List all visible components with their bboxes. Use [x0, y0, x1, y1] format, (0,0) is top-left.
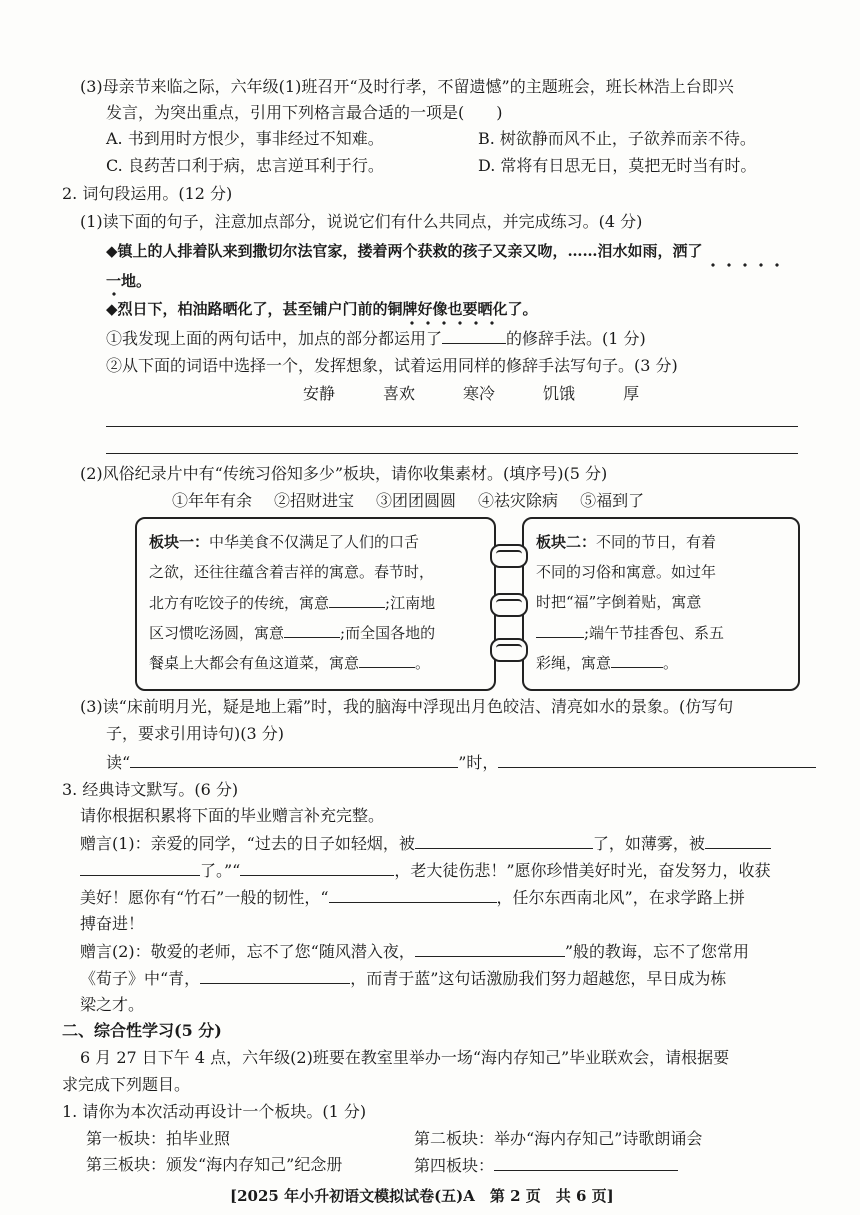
example-sentence-1-end: 一地。	[106, 272, 152, 290]
example-sentence-2: ◆烈日下，柏油路晒化了，甚至铺户门前的铜牌好像也要晒化了。	[106, 300, 538, 318]
panel-2-line5: 彩绳，寓意 。	[536, 651, 678, 674]
s2-part3-line2: 子，要求引用诗句)(3 分)	[106, 724, 284, 743]
emphasis-dots-1b	[106, 292, 122, 296]
s3-intro: 请你根据积累将下面的毕业赠言补充完整。	[80, 806, 385, 825]
binder-ring-icon	[490, 544, 528, 568]
q3-option-a: A. 书到用时方恨少，事非经过不知难。	[106, 129, 384, 148]
word-choice: 喜欢	[383, 384, 416, 403]
answer-blank[interactable]	[130, 751, 458, 768]
panel-1-line3: 北方有吃饺子的传统，寓意 ;江南地	[149, 591, 435, 614]
word-choice: 饥饿	[543, 384, 576, 403]
answer-blank[interactable]	[329, 886, 497, 903]
word-choice: 安静	[303, 384, 336, 403]
answer-blank[interactable]	[80, 859, 200, 876]
answer-blank[interactable]	[442, 327, 506, 344]
answer-blank[interactable]	[415, 832, 593, 849]
option-item: ⑤福到了	[580, 491, 645, 510]
answer-blank[interactable]	[494, 1154, 678, 1171]
segment-4: 第四板块：	[414, 1154, 678, 1177]
panel-box-2	[522, 517, 800, 691]
imitation-sentence-row: 读“ ”时，	[106, 751, 816, 774]
part-2-question-1: 1. 请你为本次活动再设计一个板块。(1 分)	[62, 1102, 367, 1121]
word-choice: 厚	[623, 384, 640, 403]
emphasis-dots-1	[705, 263, 785, 267]
panel-box-1	[135, 517, 496, 691]
example-sentence-1: ◆镇上的人排着队来到撒切尔法官家，搂着两个获救的孩子又亲又吻，……泪水如雨，洒了	[106, 242, 703, 260]
sub-question-2: ②从下面的词语中选择一个，发挥想象，试着运用同样的修辞手法写句子。(3 分)	[106, 356, 678, 375]
segment-3: 第三板块：颁发“海内存知己”纪念册	[86, 1155, 343, 1174]
answer-blank[interactable]	[200, 967, 350, 984]
s2-part2-intro: (2)风俗纪录片中有“传统习俗知多少”板块，请你收集素材。(填序号)(5 分)	[80, 464, 608, 483]
answer-line[interactable]	[106, 453, 798, 454]
section-3-heading: 3. 经典诗文默写。(6 分)	[62, 780, 239, 799]
word-choice: 寒冷	[463, 384, 496, 403]
gift-1-line4: 搏奋进！	[80, 914, 145, 933]
custom-options	[172, 490, 666, 512]
sub-question-1: ①我发现上面的两句话中，加点的部分都运用了 的修辞手法。(1 分)	[106, 329, 646, 348]
gift-1-line1: 赠言(1)：亲爱的同学，“过去的日子如轻烟，被 了，如薄雾，被	[80, 832, 771, 855]
answer-line[interactable]	[106, 426, 798, 427]
panel-1-line1: 板块一：中华美食不仅满足了人们的口舌	[149, 533, 420, 551]
q3-option-b: B. 树欲静而风不止，子欲养而亲不待。	[478, 129, 756, 148]
section-2-heading: 2. 词句段运用。(12 分)	[62, 184, 233, 203]
panel-1-line5: 餐桌上大都会有鱼这道菜，寓意 。	[149, 651, 430, 674]
gift-2-line3: 梁之才。	[80, 995, 145, 1014]
answer-blank[interactable]	[329, 591, 385, 608]
answer-blank[interactable]	[611, 651, 663, 668]
answer-blank[interactable]	[359, 651, 415, 668]
page-footer: [2025 年小升初语文模拟试卷(五)A 第 2 页 共 6 页]	[230, 1187, 614, 1205]
s2-part1-intro: (1)读下面的句子，注意加点部分，说说它们有什么共同点，并完成练习。(4 分)	[80, 212, 643, 231]
gift-2-line1: 赠言(2)：敬爱的老师，忘不了您“随风潜入夜， ”般的教诲，忘不了您常用	[80, 942, 750, 961]
gift-1-line2: 了。”“ ，老大徒伤悲！”愿你珍惜美好时光，奋发努力，收获	[80, 859, 771, 882]
binder-ring-icon	[490, 638, 528, 662]
option-item: ①年年有余	[172, 491, 253, 510]
part-2-intro-line1: 6 月 27 日下午 4 点，六年级(2)班要在教室里举办一场“海内存知己”毕业联欢会，请根据要	[80, 1048, 730, 1067]
answer-blank[interactable]	[536, 621, 584, 638]
answer-blank[interactable]	[415, 940, 565, 957]
panel-2-line2: 不同的习俗和寓意。如过年	[536, 563, 717, 581]
binder-ring-icon	[490, 593, 528, 617]
q3-stem-line2: 发言，为突出重点，引用下列格言最合适的一项是( )	[106, 103, 503, 122]
part-2-heading: 二、综合性学习(5 分)	[62, 1021, 222, 1040]
answer-blank[interactable]	[284, 621, 340, 638]
option-item: ④祛灾除病	[478, 491, 559, 510]
word-choices	[303, 383, 687, 405]
panel-2-line1: 板块二：不同的节日，有着	[536, 533, 717, 551]
emphasis-dots-2	[404, 321, 500, 325]
part-2-intro-line2: 求完成下列题目。	[62, 1075, 191, 1094]
gift-2-line2: 《荀子》中“青， ，而青于蓝”这句话激励我们努力超越您，早日成为栋	[80, 969, 727, 988]
q3-stem-line1: (3)母亲节来临之际，六年级(1)班召开“及时行孝，不留遗憾”的主题班会，班长林浩上台即兴	[80, 77, 734, 96]
panel-2-line4: ;端午节挂香包、系五	[536, 621, 724, 644]
s2-part3-line1: (3)读“床前明月光，疑是地上霜”时，我的脑海中浮现出月色皎洁、清亮如水的景象。(仿写句	[80, 697, 734, 716]
answer-blank[interactable]	[498, 751, 816, 768]
answer-blank[interactable]	[240, 859, 394, 876]
q3-option-c: C. 良药苦口利于病，忠言逆耳利于行。	[106, 156, 384, 175]
segment-1: 第一板块：拍毕业照	[86, 1129, 231, 1148]
panel-1-line4: 区习惯吃汤圆，寓意 ;而全国各地的	[149, 621, 435, 644]
q3-option-d: D. 常将有日思无日，莫把无时当有时。	[478, 156, 757, 175]
answer-blank[interactable]	[705, 832, 771, 849]
panel-1-line2: 之欲，还往往蕴含着吉祥的寓意。春节时，	[149, 563, 435, 581]
panel-2-line3: 时把“福”字倒着贴，寓意	[536, 593, 702, 611]
segment-2: 第二板块：举办“海内存知己”诗歌朗诵会	[414, 1129, 703, 1148]
option-item: ③团团圆圆	[376, 491, 457, 510]
option-item: ②招财进宝	[274, 491, 355, 510]
gift-1-line3: 美好！愿你有“竹石”一般的韧性，“ ，任尔东西南北风”，在求学路上拼	[80, 888, 745, 907]
